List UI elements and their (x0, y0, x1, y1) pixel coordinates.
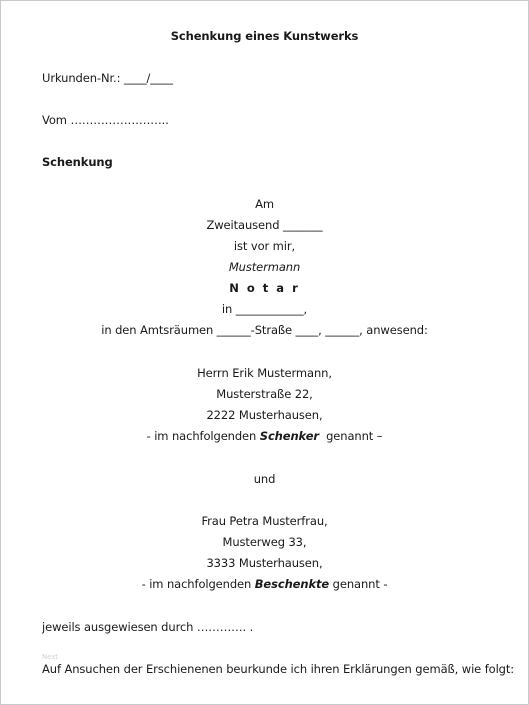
recipient-role-bold: Beschenkte (254, 577, 330, 591)
und-line: und (253, 472, 276, 486)
request-line: Auf Ansuchen der Erschienenen beurkunde ich ihren Erklärungen gemäß, wie folgt: (42, 662, 515, 676)
notary-title: N o t a r (229, 281, 300, 295)
identification-line: jeweils ausgewiesen durch …………. . (42, 620, 254, 634)
document-title: Schenkung eines Kunstwerks (170, 29, 359, 43)
recipient-city: 3333 Musterhausen, (206, 556, 323, 570)
donor-role (1, 429, 528, 443)
recipient-role-post: genannt - (329, 577, 388, 591)
donor-name: Herrn Erik Mustermann, (197, 366, 332, 380)
recipient-role-pre: - im nachfolgenden (141, 577, 255, 591)
intro-location: in ____________, (221, 302, 308, 316)
donor-role-bold: Schenker (259, 429, 319, 443)
intro-am: Am (255, 197, 274, 211)
donor-role-post: genannt – (318, 429, 383, 443)
intro-year: Zweitausend _______ (206, 218, 323, 232)
intro-vor: ist vor mir, (233, 239, 296, 253)
recipient-street: Musterweg 33, (222, 535, 307, 549)
section-heading: Schenkung (42, 155, 113, 169)
date-line: Vom …………………….. (42, 113, 169, 127)
donor-city: 2222 Musterhausen, (206, 408, 323, 422)
recipient-role (1, 577, 528, 591)
donor-role-pre: - im nachfolgenden (146, 429, 260, 443)
recipient-name: Frau Petra Musterfrau, (201, 514, 328, 528)
intro-office: in den Amtsräumen ______-Straße ____, ______, anwesend: (101, 323, 428, 337)
ghost-watermark: Next (42, 653, 58, 661)
donor-street: Musterstraße 22, (216, 387, 313, 401)
notary-name: Mustermann (228, 260, 301, 274)
urkunden-number: Urkunden-Nr.: ____/____ (42, 71, 173, 85)
